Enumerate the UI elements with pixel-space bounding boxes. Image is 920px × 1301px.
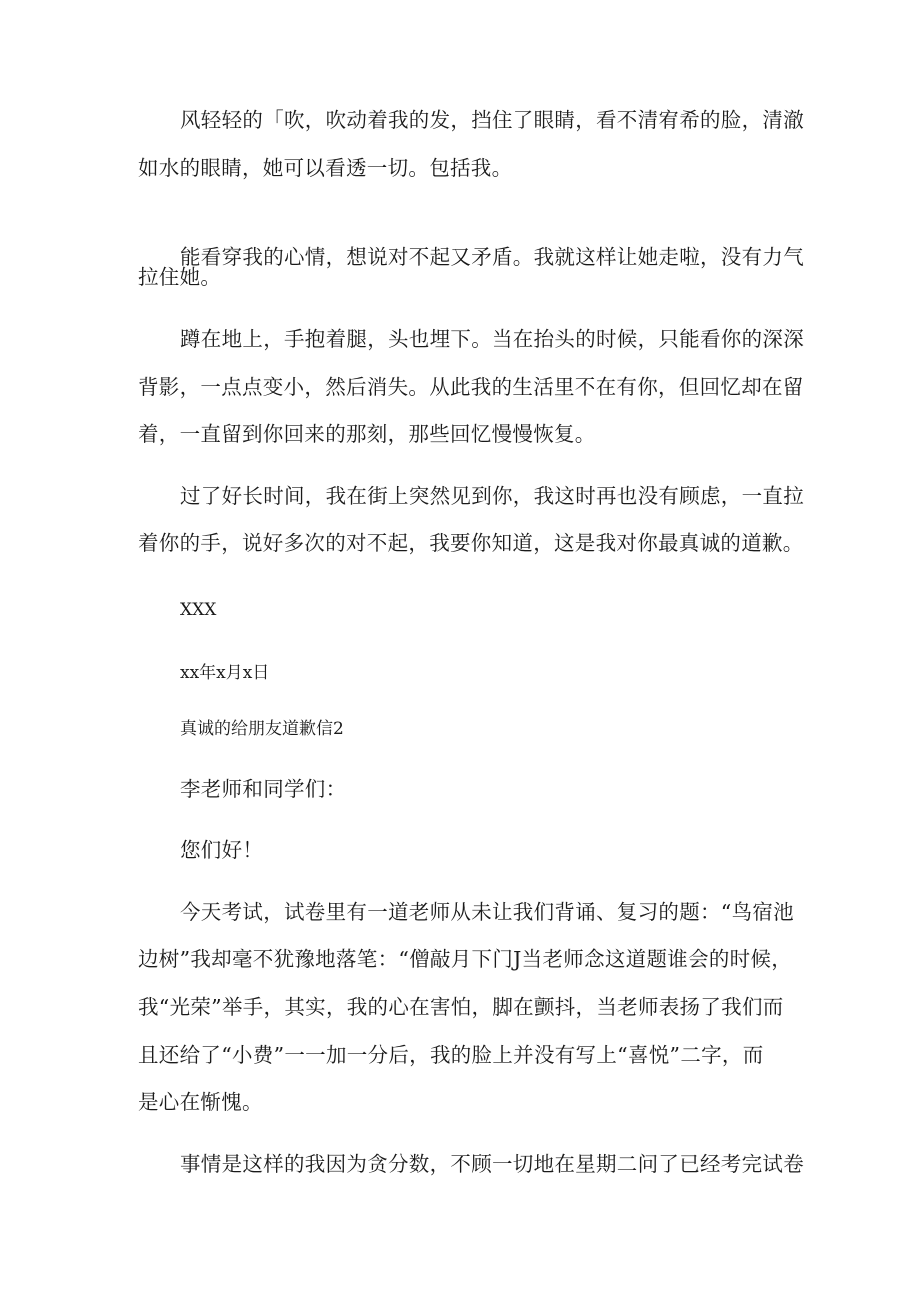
- paragraph-line: 能看穿我的心情，想说对不起又矛盾。我就这样让她走啦，没有力气: [180, 245, 804, 269]
- signature-date: xx年x月x日: [180, 663, 270, 683]
- paragraph-line: 着，一直留到你回来的那刻，那些回忆慢慢恢复。: [138, 422, 596, 446]
- section-title: 真诚的给朋友道歉信2: [180, 719, 344, 739]
- paragraph-line: 边树”我却毫不犹豫地落笔：“僧敲月下门J当老师念这道题谁会的时候，: [138, 947, 793, 971]
- paragraph-line: 背影，一点点变小，然后消失。从此我的生活里不在有你，但回忆却在留: [138, 375, 804, 399]
- paragraph-line: 过了好长时间，我在街上突然见到你，我这时再也没有顾虑，一直拉: [180, 484, 804, 508]
- paragraph-line: 我“光荣”举手，其实，我的心在害怕，脚在颤抖，当老师表扬了我们而: [138, 995, 784, 1019]
- paragraph-line: 蹲在地上，手抱着腿，头也埋下。当在抬头的时候，只能看你的深深: [180, 327, 804, 351]
- paragraph-line: 且还给了“小费”一一加一分后，我的脸上并没有写上“喜悦”二字，而: [138, 1043, 764, 1067]
- paragraph-line: 风轻轻的「吹，吹动着我的发，挡住了眼睛，看不清宥希的脸，清澈: [180, 108, 804, 132]
- signature-name: XXX: [180, 600, 217, 620]
- greeting: 您们好！: [180, 838, 264, 862]
- paragraph-line: 拉住她。: [138, 265, 222, 289]
- paragraph-line: 如水的眼睛，她可以看透一切。包括我。: [138, 156, 513, 180]
- paragraph-line: 是心在惭愧。: [138, 1090, 263, 1114]
- paragraph-line: 今天考试，试卷里有一道老师从未让我们背诵、复习的题：“鸟宿池: [180, 900, 794, 924]
- paragraph-line: 事情是这样的我因为贪分数，不顾一切地在星期二问了已经考完试卷: [180, 1152, 804, 1176]
- paragraph-line: 着你的手，说好多次的对不起，我要你知道，这是我对你最真诚的道歉。: [138, 531, 804, 555]
- salutation: 李老师和同学们：: [180, 777, 347, 801]
